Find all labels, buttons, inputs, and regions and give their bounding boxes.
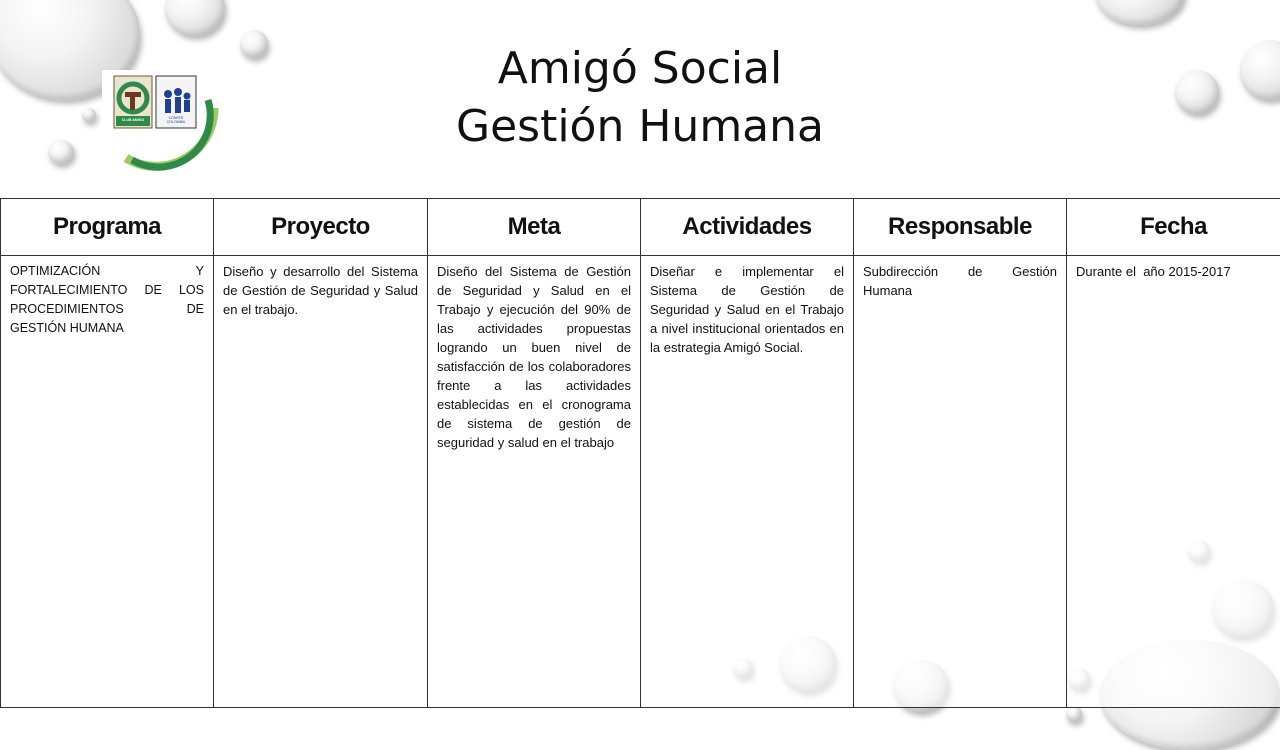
cell-proyecto: Diseño y desarrollo del Sistema de Gestión de Seguridad y Salud en el trabajo. [214,256,428,708]
table-row [1,256,1280,708]
column-header-responsable: Responsable [854,199,1067,256]
column-header-proyecto: Proyecto [214,199,428,256]
water-drop-decoration [1175,70,1219,114]
page-title [340,40,940,156]
cell-meta: Diseño del Sistema de Gestión de Seguridad y Salud en el Trabajo y ejecución del 90% de las actividades propuestas logrando un buen nivel de satisfacción de los colaboradores frente a las actividades establecidas en el cronograma de sistema de gestión de seguridad y salud en el trabajo [428,256,641,708]
cell-programa: OPTIMIZACIÓN Y FORTALECIMIENTO DE LOS PROCEDIMIENTOS DE GESTIÓN HUMANA [1,256,214,708]
column-header-fecha: Fecha [1067,199,1280,256]
cell-fecha: Durante el año 2015-2017 [1067,256,1280,708]
cell-actividades: Diseñar e implementar el Sistema de Gestión de Seguridad y Salud en el Trabajo a nivel institucional orientados en la estrategia Amigó Social. [641,256,854,708]
title-line-1: Amigó Social [340,40,940,98]
column-header-actividades: Actividades [641,199,854,256]
water-drop-decoration [165,0,225,36]
column-header-programa: Programa [1,199,214,256]
column-header-meta: Meta [428,199,641,256]
logo-graphic [96,48,220,178]
title-line-2: Gestión Humana [340,98,940,156]
water-drop-decoration [1095,0,1185,25]
logo-right-text: CONFER COLOMBIA [159,116,193,124]
plan-table [0,198,1280,708]
water-drop-decoration [1240,40,1280,100]
organization-logo [96,48,220,178]
table-header-row [1,199,1280,256]
logo-left-text: CLUB AMIGO [117,118,149,122]
cell-responsable: Subdirección de Gestión Humana [854,256,1067,708]
water-drop-decoration [48,140,74,164]
water-drop-decoration [82,108,96,122]
water-drop-decoration [240,30,268,58]
